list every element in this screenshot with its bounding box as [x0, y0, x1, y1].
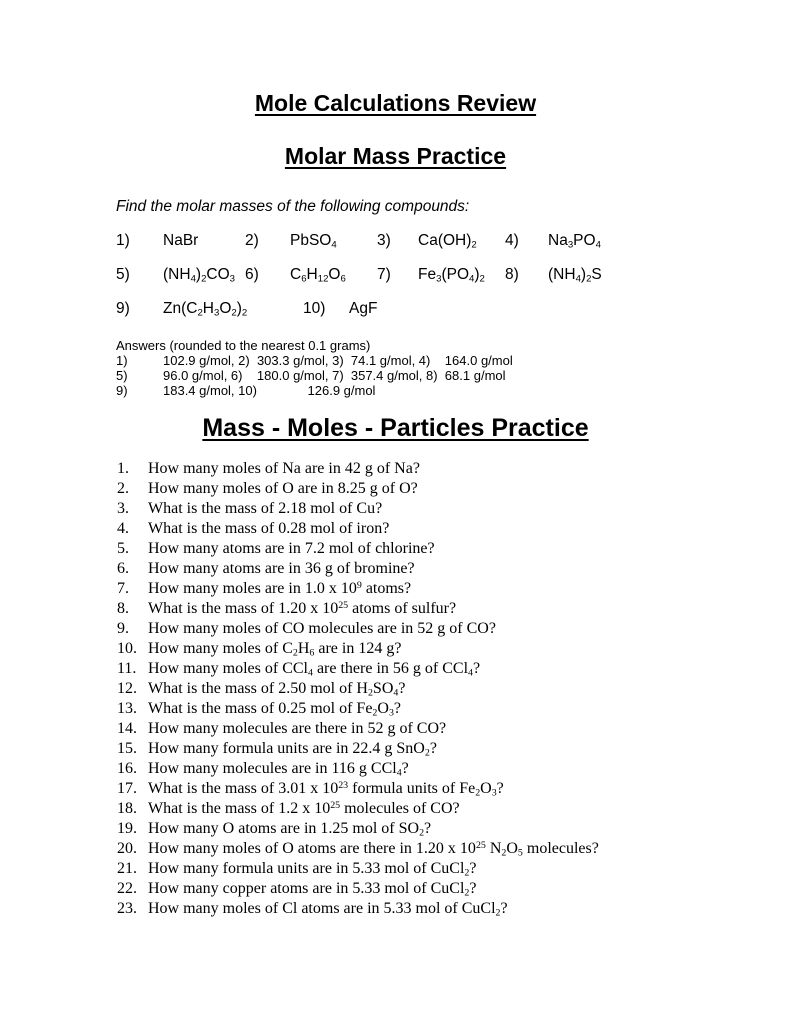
question-number: 2. [117, 480, 129, 497]
compound-number: 5) [116, 266, 130, 283]
question-number: 23. [117, 900, 137, 917]
question-text: How many moles of O atoms are there in 1.20 x $10^{25}$ $N_2O_5$ molecules? [148, 840, 599, 859]
question-text: How many moles of $C_2H_6$ are in 124 g? [148, 640, 402, 659]
question-number: 21. [117, 860, 137, 877]
section-heading-molar-mass [0, 143, 791, 169]
question-number: 12. [117, 680, 137, 697]
question-row [117, 699, 771, 719]
question-number: 8. [117, 600, 129, 617]
document-title [0, 0, 791, 116]
answer-key [116, 338, 791, 398]
compound-formula: $Ca(OH)_2$ [418, 232, 477, 251]
compound-formula: $Fe_3(PO_4)_2$ [418, 266, 485, 285]
compound-row-2 [116, 266, 791, 284]
answer-line-number: 9) [116, 383, 128, 398]
question-number: 4. [117, 520, 129, 537]
compound-formula: AgF [349, 300, 378, 317]
question-number: 1. [117, 460, 129, 477]
question-row [117, 759, 771, 779]
section-heading-molar-mass-text: Molar Mass Practice [284, 143, 507, 169]
question-row [117, 539, 771, 559]
question-row [117, 899, 771, 919]
question-text: How many atoms are in 36 g of bromine? [148, 560, 415, 577]
answer-line-values: 183.4 g/mol, 10) 126.9 g/mol [163, 383, 376, 398]
question-number: 19. [117, 820, 137, 837]
question-text: How many formula units are in 5.33 mol of CuCl$_2$? [148, 860, 477, 879]
question-text: What is the mass of 0.28 mol of iron? [148, 520, 390, 537]
question-number: 7. [117, 580, 129, 597]
question-row [117, 819, 771, 839]
question-number: 16. [117, 760, 137, 777]
question-row [117, 839, 771, 859]
question-number: 3. [117, 500, 129, 517]
compound-formula: NaBr [163, 232, 199, 249]
question-number: 13. [117, 700, 137, 717]
question-row [117, 719, 771, 739]
question-text: How many molecules are there in 52 g of CO? [148, 720, 447, 737]
question-row [117, 859, 771, 879]
document-title-text: Mole Calculations Review [254, 90, 537, 116]
question-text: What is the mass of 1.2 x $10^{25}$ molecules of CO? [148, 800, 460, 817]
answer-line-values: 102.9 g/mol, 2) 303.3 g/mol, 3) 74.1 g/mol, 4) 164.0 g/mol [163, 353, 513, 368]
question-number: 14. [117, 720, 137, 737]
question-row [117, 679, 771, 699]
question-text: How many moles of CO molecules are in 52 g of CO? [148, 620, 496, 637]
question-row [117, 739, 771, 759]
question-text: How many atoms are in 7.2 mol of chlorine? [148, 540, 435, 557]
question-row [117, 659, 771, 679]
question-number: 17. [117, 780, 137, 797]
question-row [117, 479, 771, 499]
question-row [117, 519, 771, 539]
question-row [117, 879, 771, 899]
question-row [117, 619, 771, 639]
question-text: How many moles of CCl$_4$ are there in 56 g of CCl$_4$? [148, 660, 481, 679]
compound-number: 7) [377, 266, 391, 283]
question-number: 10. [117, 640, 137, 657]
question-row [117, 579, 771, 599]
compound-number: 2) [245, 232, 259, 249]
answer-key-header: Answers (rounded to the nearest 0.1 grams) [116, 338, 371, 353]
answer-line [116, 383, 791, 398]
question-text: What is the mass of 2.18 mol of Cu? [148, 500, 383, 517]
question-row [117, 599, 771, 619]
question-number: 20. [117, 840, 137, 857]
compound-formula: $C_6H_{12}O_6$ [290, 266, 346, 285]
question-row [117, 779, 771, 799]
question-number: 22. [117, 880, 137, 897]
question-row [117, 499, 771, 519]
question-text: What is the mass of 2.50 mol of $H_2SO_4$? [148, 680, 406, 699]
question-text: How many moles of O are in 8.25 g of O? [148, 480, 418, 497]
compound-formula: PbSO$_4$ [290, 232, 337, 251]
question-number: 18. [117, 800, 137, 817]
compound-number: 1) [116, 232, 130, 249]
question-number: 5. [117, 540, 129, 557]
compound-formula: $Zn(C_2H_3O_2)_2$ [163, 300, 248, 319]
question-number: 9. [117, 620, 129, 637]
compound-number: 10) [303, 300, 326, 317]
question-number: 15. [117, 740, 137, 757]
question-text: How many moles are in 1.0 x $10^9$ atoms? [148, 580, 412, 597]
question-text: How many molecules are in 116 g CCl$_4$? [148, 760, 409, 779]
question-number: 6. [117, 560, 129, 577]
section-heading-mass-moles-particles-text: Mass - Moles - Particles Practice [202, 414, 589, 442]
compound-row-3 [116, 300, 791, 318]
compound-number: 6) [245, 266, 259, 283]
answer-line-number: 1) [116, 353, 128, 368]
compound-number: 3) [377, 232, 391, 249]
question-row [117, 459, 771, 479]
answer-line-number: 5) [116, 368, 128, 383]
answer-line [116, 353, 791, 368]
question-text: What is the mass of 3.01 x $10^{23}$ formula units of $Fe_2O_3$? [148, 780, 504, 799]
question-row [117, 799, 771, 819]
question-row [117, 559, 771, 579]
question-text: How many moles of Na are in 42 g of Na? [148, 460, 420, 477]
answer-line-values: 96.0 g/mol, 6) 180.0 g/mol, 7) 357.4 g/mol, 8) 68.1 g/mol [163, 368, 506, 383]
compound-number: 9) [116, 300, 130, 317]
question-number: 11. [117, 660, 137, 677]
compound-row-1 [116, 232, 791, 250]
section-heading-mass-moles-particles [0, 414, 791, 443]
compound-formula: $Na_3PO_4$ [548, 232, 601, 251]
question-text: How many O atoms are in 1.25 mol of $SO_2$? [148, 820, 432, 839]
compound-number: 4) [505, 232, 519, 249]
question-text: How many moles of Cl atoms are in 5.33 mol of CuCl$_2$? [148, 900, 508, 919]
question-text: How many copper atoms are in 5.33 mol of CuCl$_2$? [148, 880, 477, 899]
questions-list [0, 459, 791, 919]
compound-formula: $(NH_4)_2S$ [548, 266, 602, 285]
question-text: What is the mass of 1.20 x $10^{25}$ atoms of sulfur? [148, 600, 457, 617]
question-text: How many formula units are in 22.4 g SnO$_2$? [148, 740, 437, 759]
compound-formula: $(NH_4)_2CO_3$ [163, 266, 236, 285]
answer-line [116, 368, 791, 383]
question-row [117, 639, 771, 659]
question-text: What is the mass of 0.25 mol of $Fe_2O_3$? [148, 700, 401, 719]
compound-number: 8) [505, 266, 519, 283]
instruction-line: Find the molar masses of the following compounds: [116, 198, 470, 215]
